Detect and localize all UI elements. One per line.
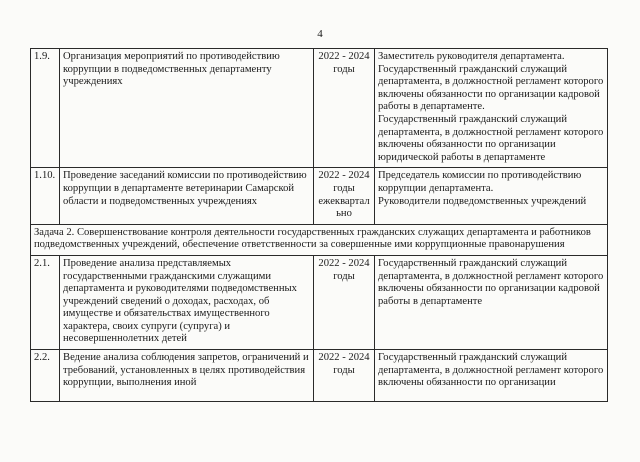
responsible-entry: Заместитель руководителя департамента.	[378, 51, 565, 62]
responsible-entry: Руководители подведомственных учреждений	[378, 195, 587, 207]
responsible-cell	[375, 350, 608, 402]
term-line: годы	[333, 63, 355, 75]
activity-cell: Проведение заседаний комиссии по противодействию коррупции в департаменте ветеринарии Самарской области и подведомственных учреждениях	[60, 168, 314, 224]
term-line: 2022 - 2024	[318, 352, 370, 364]
measures-table	[30, 48, 608, 402]
task-heading: Задача 2. Совершенствование контроля деятельности государственных гражданских служащих департамента и работников подведомственных учреждений, обеспечение ответственности за совершенные ими коррупционные правонарушения	[31, 224, 608, 255]
item-number: 2.1.	[31, 255, 60, 349]
term-cell	[314, 255, 375, 349]
responsible-entry: Государственный гражданский служащий департамента, в должностной регламент которого включены обязанности по организации кадровой работы в департаменте.	[378, 63, 604, 113]
responsible-entry: Государственный гражданский служащий департамента, в должностной регламент которого включены обязанности по организации юридической работы в департаменте	[378, 113, 604, 163]
responsible-cell	[375, 255, 608, 349]
term-line: ьно	[336, 208, 352, 220]
responsible-cell	[375, 168, 608, 224]
term-line: годы	[333, 182, 355, 194]
term-line: годы	[333, 364, 355, 376]
table-row	[31, 168, 608, 224]
term-cell	[314, 168, 375, 224]
table-row	[31, 350, 608, 402]
term-line: годы	[333, 270, 355, 282]
term-line: 2022 - 2024	[318, 170, 370, 182]
term-line: 2022 - 2024	[318, 257, 370, 269]
activity-cell: Организация мероприятий по противодействию коррупции в подведомственных департаменту учреждениях	[60, 49, 314, 168]
responsible-entry: Государственный гражданский служащий департамента, в должностной регламент которого включены обязанности по организации кадровой работы в департаменте	[378, 257, 604, 307]
term-line: 2022 - 2024	[318, 51, 370, 62]
term-cell	[314, 350, 375, 402]
item-number: 1.9.	[31, 49, 60, 168]
table-row	[31, 255, 608, 349]
term-cell	[314, 49, 375, 168]
task-row	[31, 224, 608, 255]
responsible-entry: Председатель комиссии по противодействию коррупции департамента.	[378, 170, 582, 194]
responsible-cell	[375, 49, 608, 168]
activity-cell: Проведение анализа представляемых государственными гражданскими служащими департамента и руководителями подведомственных учреждений сведений о доходах, расходах, об имуществе и обязательствах имущественного характера, своих супруги (супруга) и несовершеннолетних детей	[60, 255, 314, 349]
table-row	[31, 49, 608, 168]
page-number: 4	[317, 28, 323, 40]
item-number: 2.2.	[31, 350, 60, 402]
item-number: 1.10.	[31, 168, 60, 224]
responsible-entry: Государственный гражданский служащий департамента, в должностной регламент которого включены обязанности по организации	[378, 352, 604, 389]
activity-cell: Ведение анализа соблюдения запретов, ограничений и требований, установленных в целях противодействия коррупции, выполнения иной	[60, 350, 314, 402]
term-line: ежеквартал	[318, 195, 370, 207]
